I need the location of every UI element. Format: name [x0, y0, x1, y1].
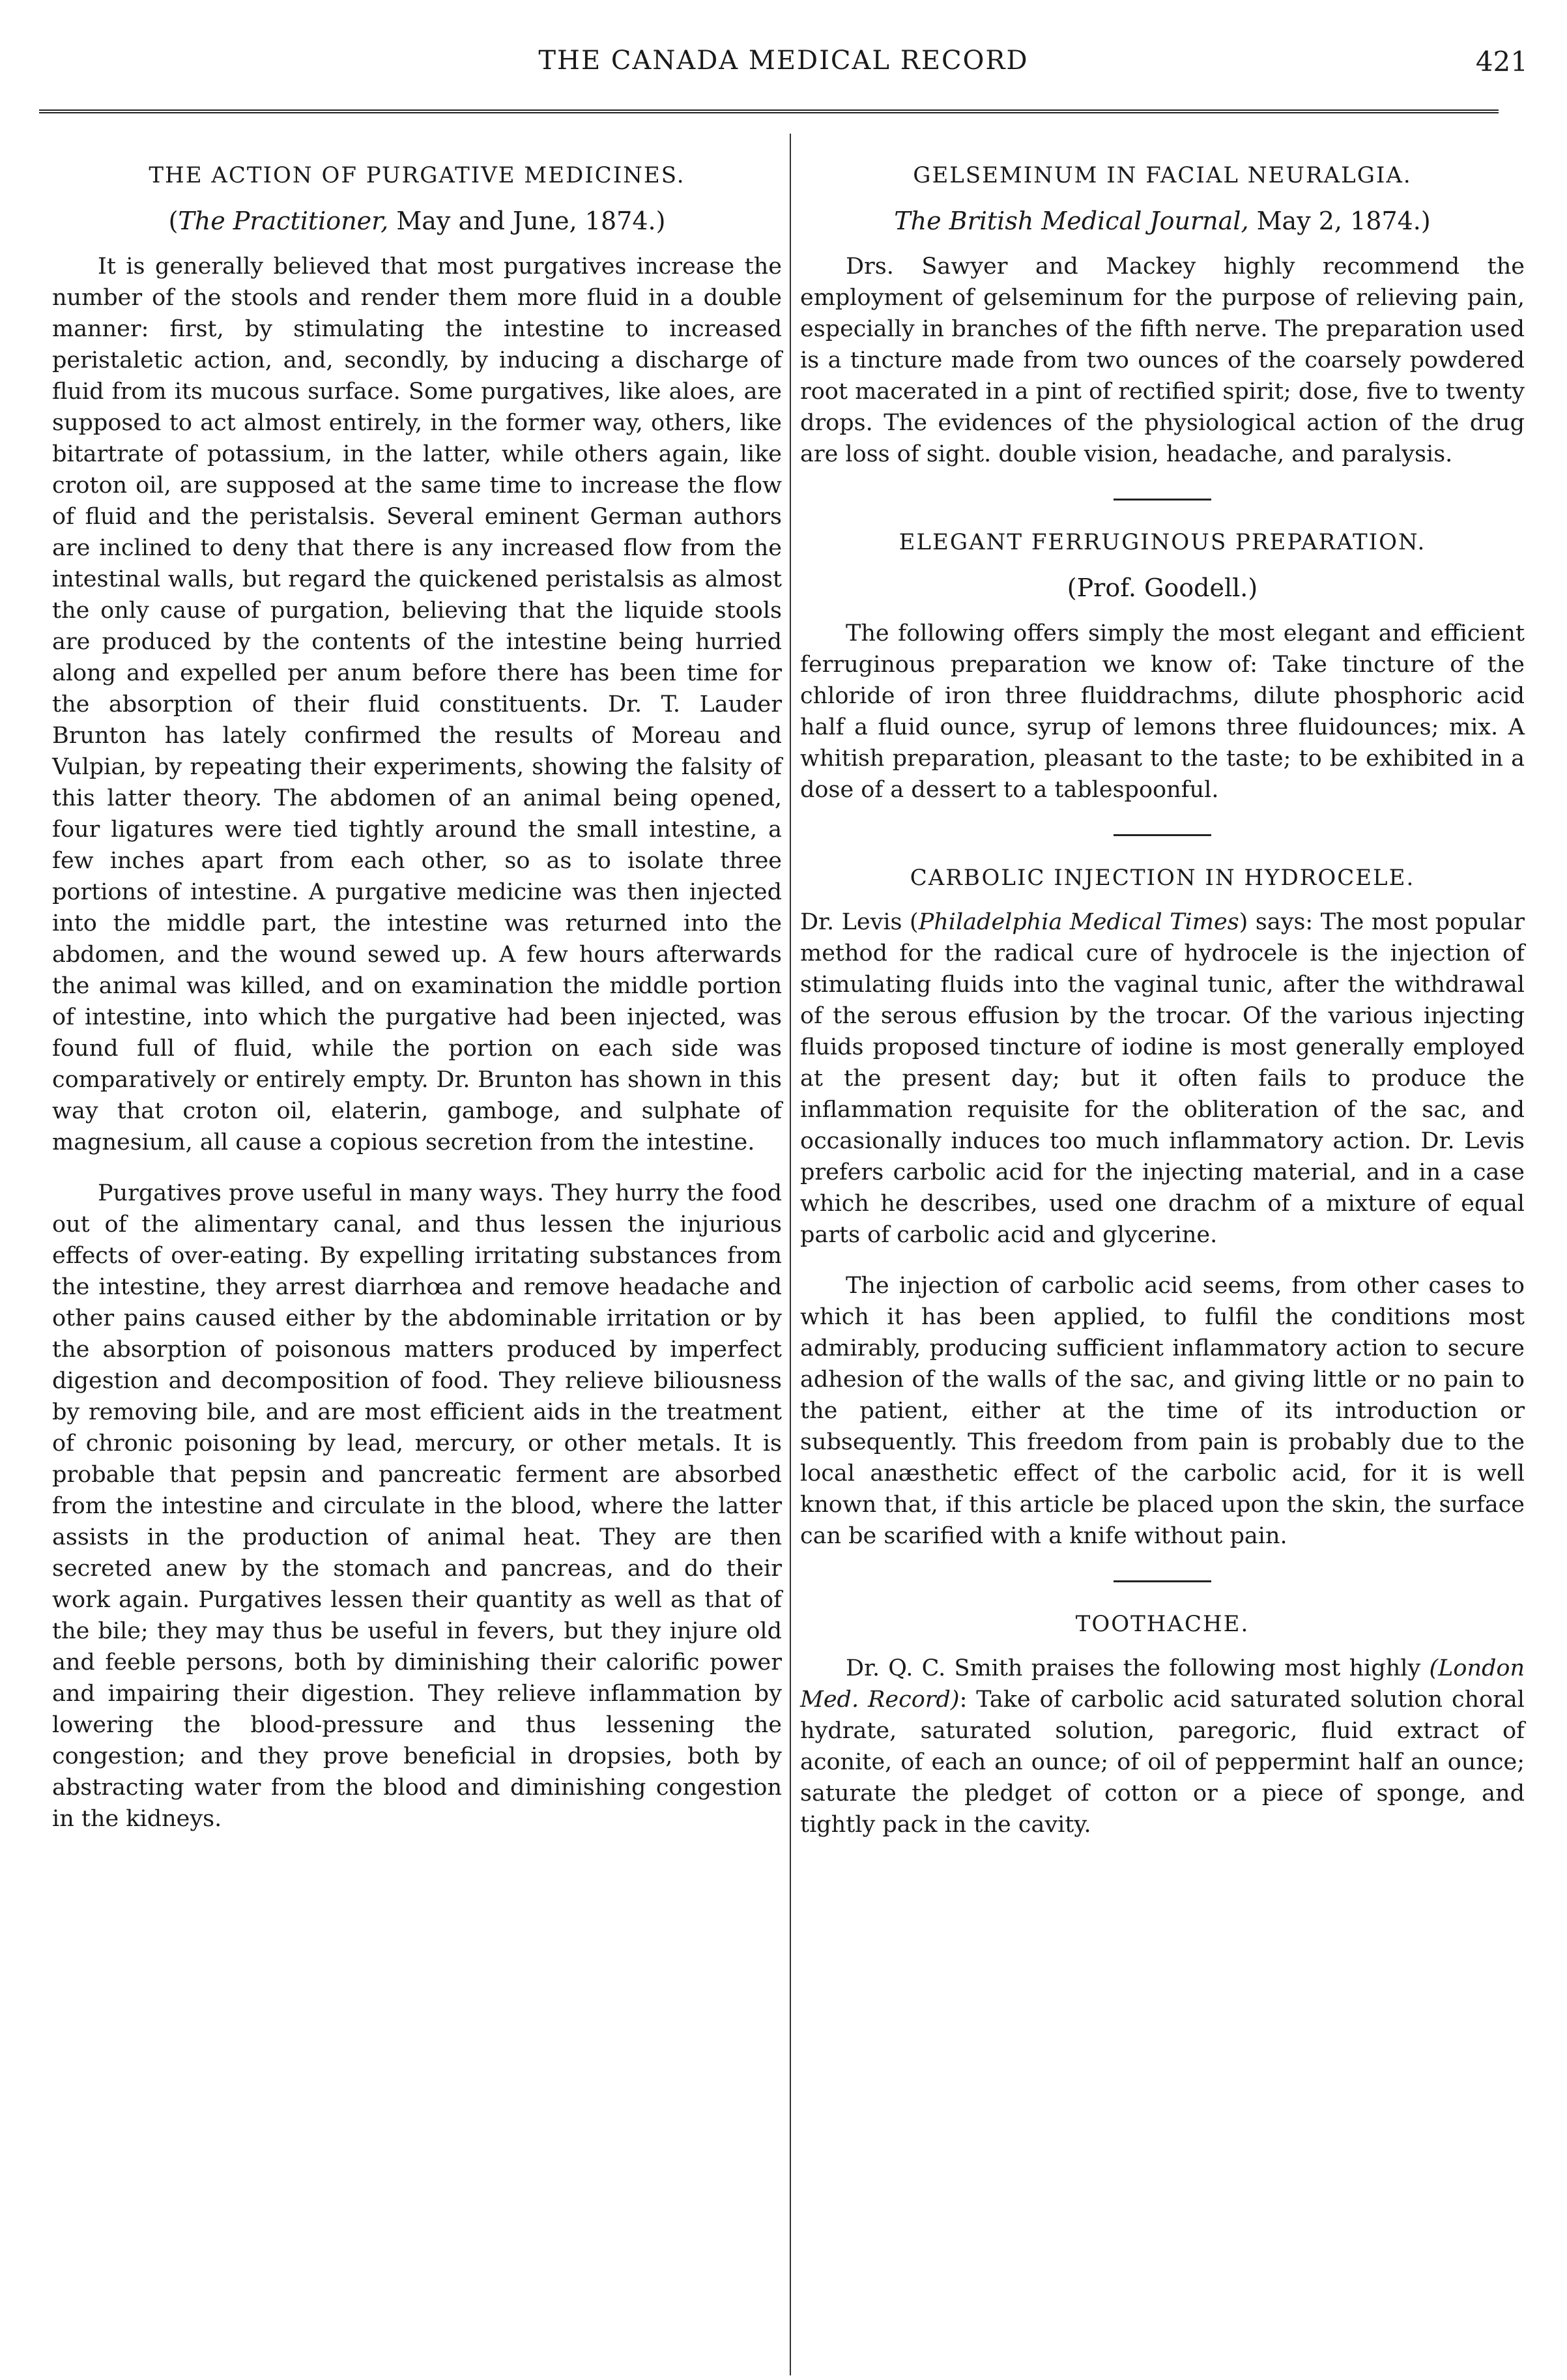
paragraph-text: : Take of carbolic acid saturated solution choral hydrate, saturated solution, paregoric, fluid extract of aconite, of each an ounce; of oil of peppermint half an ounce; saturate the pledget of cotton or a piece of sponge, and tightly pack in the cavity. [800, 1687, 1525, 1838]
paragraph: The injection of carbolic acid seems, from other cases to which it has been applied, to fulfil the conditions most admirably, producing sufficient inflammatory action to secure adhesion of the walls of the sac, and giving little or no pain to the patient, either at the time of its introduction or subsequently. This freedom from pain is probably due to the local anæsthetic effect of the carbolic acid, for it is well known that, if this article be placed upon the skin, the surface can be scarified with a knife without pain. [800, 1273, 1525, 1549]
paragraph: Purgatives prove useful in many ways. They hurry the food out of the alimentary canal, and thus lessen the injurious effects of over-eating. By expelling irritating substances from the intestine, they arrest diarrhœa and remove headache and other pains caused either by the abdominable irritation or by the absorption of poisonous matters produced by imperfect digestion and decomposition of food. They relieve biliousness by removing bile, and are most efficient aids in the treatment of chronic poisoning by lead, mercury, or other metals. It is probable that pepsin and pancreatic ferment are absorbed from the intestine and circulate in the blood, where the latter assists in the production of animal heat. They are then secreted anew by the stomach and pancreas, and do their work again. Purgatives lessen their quantity as well as that of the bile; they may thus be useful in fevers, but they injure old and feeble persons, both by diminishing their calorific power and impairing their digestion. They relieve inflammation by lowering the blood-pressure and thus lessening the congestion; and they prove beneficial in dropsies, both by abstracting water from the blood and diminishing congestion in the kidneys. [52, 1180, 782, 1832]
journal-name: (London Med. Record) [800, 1655, 1525, 1713]
running-head [0, 46, 1567, 85]
intro-text: Dr. Levis ( [800, 909, 919, 935]
section-separator [1114, 1580, 1211, 1582]
journal-name: Philadelphia Medical Times [918, 909, 1239, 935]
article-source-ferruginous: (Prof. Goodell.) [1067, 573, 1258, 602]
paragraph [800, 907, 1525, 1251]
column-rule [790, 134, 791, 2375]
right-column [800, 140, 1525, 1860]
article-title-ferruginous: ELEGANT FERRUGINOUS PREPARATION. [899, 529, 1426, 555]
header-rule [39, 109, 1499, 116]
article-title-purgative: THE ACTION OF PURGATIVE MEDICINES. [149, 162, 685, 188]
paragraph: The following offers simply the most elegant and efficient ferruginous preparation we know of: Take tincture of the chloride of iron three fluiddrachms, dilute phosphoric acid half a fluid ounce, syrup of lemons three fluidounces; mix. A whitish preparation, pleasant to the taste; to be exhibited in a dose of a dessert to a tablespoonful. [800, 620, 1525, 803]
source-journal: The Practitioner, [178, 207, 389, 235]
source-journal: The British Medical Journal, [894, 207, 1249, 235]
source-date: May and June, 1874. [396, 207, 656, 235]
running-title: THE CANADA MEDICAL RECORD [538, 46, 1029, 76]
section-separator [1114, 499, 1211, 501]
section-separator [1114, 834, 1211, 836]
source-date: May 2, 1874.) [1256, 207, 1431, 235]
paragraph-text: ) says: The most popular method for the radical cure of hydrocele is the injection of stimulating fluids into the vaginal tunic, after the withdrawal of the serous effusion by the trocar. Of the various injecting fluids proposed tincture of iodine is most generally employed at the present day; but it often fails to produce the inflammation requisite for the obliteration of the sac, and occasionally induces too much inflammatory action. Dr. Levis prefers carbolic acid for the injecting material, and in a case which he describes, used one drachm of a mixture of equal parts of carbolic acid and glycerine. [800, 909, 1525, 1248]
article-source-purgative: (The Practitioner, May and June, 1874.) [168, 207, 666, 235]
article-title-gelseminum: GELSEMINUM IN FACIAL NEURALGIA. [913, 162, 1412, 188]
paragraph: Drs. Sawyer and Mackey highly recommend the employment of gelseminum for the purpose of relieving pain, especially in branches of the fifth nerve. The preparation used is a tincture made from two ounces of the coarsely powdered root macerated in a pint of rectified spirit; dose, five to twenty drops. The evidences of the physiological action of the drug are loss of sight. double vision, headache, and paralysis. [800, 254, 1525, 467]
intro-text: Dr. Q. C. Smith praises the following most highly [846, 1655, 1430, 1681]
left-column [52, 140, 782, 1854]
article-title-toothache: TOOTHACHE. [1075, 1611, 1250, 1637]
article-title-carbolic: CARBOLIC INJECTION IN HYDROCELE. [910, 865, 1415, 891]
article-source-gelseminum [800, 204, 1525, 238]
paragraph: It is generally believed that most purgatives increase the number of the stools and render them more fluid in a double manner: first, by stimulating the intestine to increased peristaletic action, and, secondly, by inducing a discharge of fluid from its mucous surface. Some purgatives, like aloes, are supposed to act almost entirely, in the former way, others, like bitartrate of potassium, in the latter, while others again, like croton oil, are supposed at the same time to increase the flow of fluid and the peristalsis. Several eminent German authors are inclined to deny that there is any increased flow from the intestinal walls, but regard the quickened peristalsis as almost the only cause of purgation, believing that the liquide stools are produced by the contents of the intestine being hurried along and expelled per anum before there has been time for the absorption of their fluid constituents. Dr. T. Lauder Brunton has lately confirmed the results of Moreau and Vulpian, by repeating their experiments, showing the falsity of this latter theory. The abdomen of an animal being opened, four ligatures were tied tightly around the small intestine, a few inches apart from each other, so as to isolate three portions of intestine. A purgative medicine was then injected into the middle part, the intestine was returned into the abdomen, and the wound sewed up. A few hours afterwards the animal was killed, and on examination the middle portion of intestine, into which the purgative had been injected, was found full of fluid, while the portion on each side was comparatively or entirely empty. Dr. Brunton has shown in this way that croton oil, elaterin, gamboge, and sulphate of magnesium, all cause a copious secretion from the intestine. [52, 254, 782, 1155]
paragraph [800, 1653, 1525, 1840]
page-number: 421 [1475, 46, 1528, 78]
